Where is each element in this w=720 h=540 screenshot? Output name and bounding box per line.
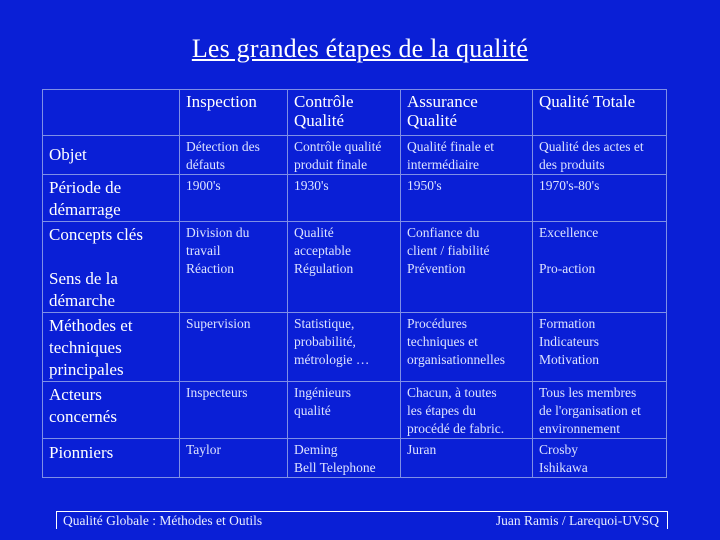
slide-title: Les grandes étapes de la qualité xyxy=(191,34,529,63)
table-row xyxy=(43,136,667,175)
row-header-acteurs: Acteurs concernés xyxy=(43,382,180,439)
table-row xyxy=(43,175,667,222)
footer-course-title: Qualité Globale : Méthodes et Outils xyxy=(63,513,263,528)
column-header-qualite-totale: Qualité Totale xyxy=(533,90,667,136)
table-row xyxy=(43,439,667,478)
table-cell: Contrôle qualité produit finale xyxy=(288,136,401,175)
row-header-pionniers: Pionniers xyxy=(43,439,180,478)
corner-cell xyxy=(43,90,180,136)
table-cell: Inspecteurs xyxy=(180,382,288,439)
table-cell: Qualité finale et intermédiaire xyxy=(401,136,533,175)
slide-footer xyxy=(56,511,668,529)
row-header-concepts-sens: Concepts clés Sens de la démarche xyxy=(43,222,180,313)
table-cell: Juran xyxy=(401,439,533,478)
table-cell: 1930's xyxy=(288,175,401,222)
table-cell: Ingénieurs qualité xyxy=(288,382,401,439)
table-cell: Détection des défauts xyxy=(180,136,288,175)
table-cell: Division du travail Réaction xyxy=(180,222,288,313)
table-cell: 1950's xyxy=(401,175,533,222)
table-row xyxy=(43,222,667,313)
table-cell: Excellence Pro-action xyxy=(533,222,667,313)
table-cell: Taylor xyxy=(180,439,288,478)
column-header-inspection: Inspection xyxy=(180,90,288,136)
table-cell: Deming Bell Telephone xyxy=(288,439,401,478)
table-cell: Chacun, à toutes les étapes du procédé de fabric. xyxy=(401,382,533,439)
table-cell: Qualité acceptable Régulation xyxy=(288,222,401,313)
table-row xyxy=(43,313,667,382)
table-cell: Qualité des actes et des produits xyxy=(533,136,667,175)
table-cell: Crosby Ishikawa xyxy=(533,439,667,478)
row-header-methodes: Méthodes et techniques principales xyxy=(43,313,180,382)
table-cell: Confiance du client / fiabilité Prévention xyxy=(401,222,533,313)
table-cell: Formation Indicateurs Motivation xyxy=(533,313,667,382)
table-cell: Tous les membres de l'organisation et environnement xyxy=(533,382,667,439)
table-cell: 1900's xyxy=(180,175,288,222)
table-cell: Statistique, probabilité, métrologie … xyxy=(288,313,401,382)
row-header-periode: Période de démarrage xyxy=(43,175,180,222)
row-header-objet: Objet xyxy=(43,136,180,175)
table-row xyxy=(43,382,667,439)
quality-stages-table xyxy=(42,89,667,478)
table-cell: 1970's-80's xyxy=(533,175,667,222)
table-cell: Procédures techniques et organisationnelles xyxy=(401,313,533,382)
header-row xyxy=(43,90,667,136)
table-cell: Supervision xyxy=(180,313,288,382)
column-header-assurance-qualite: Assurance Qualité xyxy=(401,90,533,136)
column-header-controle-qualite: Contrôle Qualité xyxy=(288,90,401,136)
footer-author: Juan Ramis / Larequoi-UVSQ xyxy=(495,513,659,528)
